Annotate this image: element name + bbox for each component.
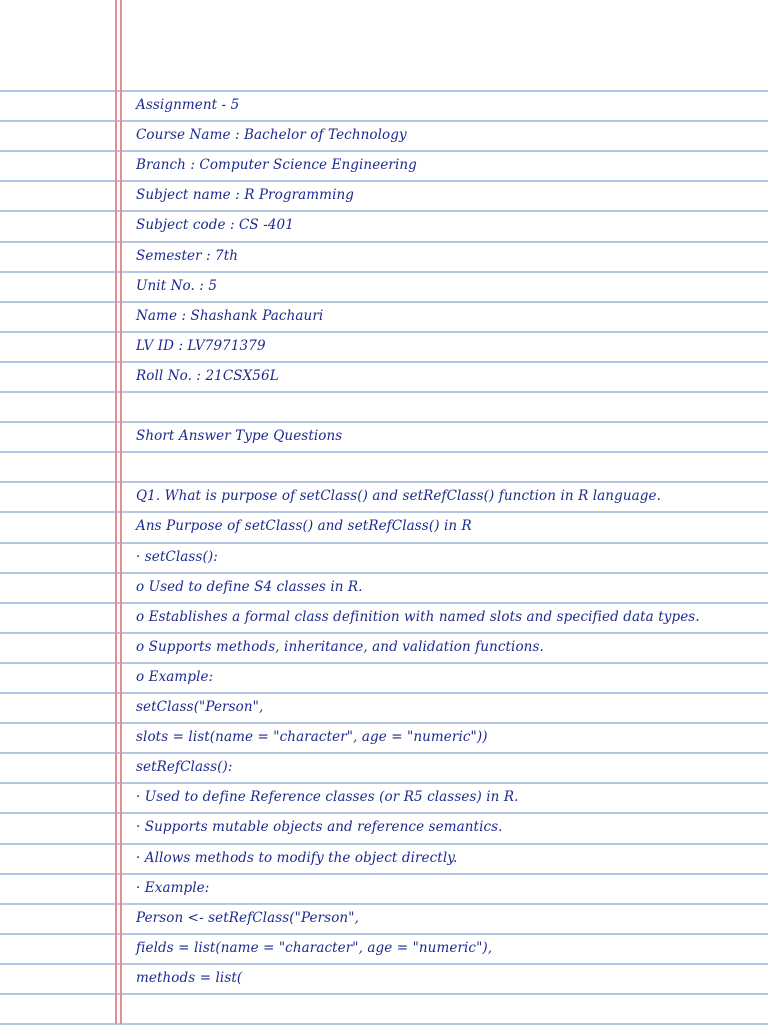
text-line: o Establishes a formal class definition with named slots and specified data types. — [136, 608, 700, 625]
text-line: · Allows methods to modify the object directly. — [136, 849, 458, 866]
text-line: · setClass(): — [136, 548, 218, 565]
margin-line-right — [120, 0, 122, 1024]
text-line: Person <- setRefClass("Person", — [136, 909, 359, 926]
text-line: Course Name : Bachelor of Technology — [136, 127, 407, 144]
text-line: Semester : 7th — [136, 247, 239, 264]
text-line: Q1. What is purpose of setClass() and setRefClass() function in R language. — [136, 488, 661, 505]
text-line: methods = list( — [136, 969, 243, 986]
text-line: Subject name : R Programming — [136, 187, 355, 204]
text-line: Roll No. : 21CSX56L — [136, 367, 279, 384]
text-line: o Supports methods, inheritance, and validation functions. — [136, 638, 544, 655]
text-line: Branch : Computer Science Engineering — [136, 157, 417, 174]
text-line: · Example: — [136, 879, 210, 896]
text-line: · Used to define Reference classes (or R5 classes) in R. — [136, 789, 519, 806]
text-line: · Supports mutable objects and reference semantics. — [136, 819, 503, 836]
margin-line-left — [115, 0, 117, 1024]
text-line: slots = list(name = "character", age = "numeric")) — [136, 729, 488, 746]
text-line: Unit No. : 5 — [136, 277, 218, 294]
text-line: LV ID : LV7971379 — [136, 337, 266, 354]
text-line: o Used to define S4 classes in R. — [136, 578, 363, 595]
text-line: setClass("Person", — [136, 699, 264, 715]
text-line: Subject code : CS -401 — [136, 217, 294, 234]
text-line: Ans Purpose of setClass() and setRefClass() in R — [136, 518, 472, 535]
text-line: o Example: — [136, 668, 214, 685]
text-line: Name : Shashank Pachauri — [136, 307, 324, 324]
text-line: Short Answer Type Questions — [136, 428, 343, 445]
text-line: setRefClass(): — [136, 759, 233, 776]
text-line: Assignment - 5 — [136, 97, 240, 113]
text-line: fields = list(name = "character", age = "numeric"), — [136, 939, 493, 956]
